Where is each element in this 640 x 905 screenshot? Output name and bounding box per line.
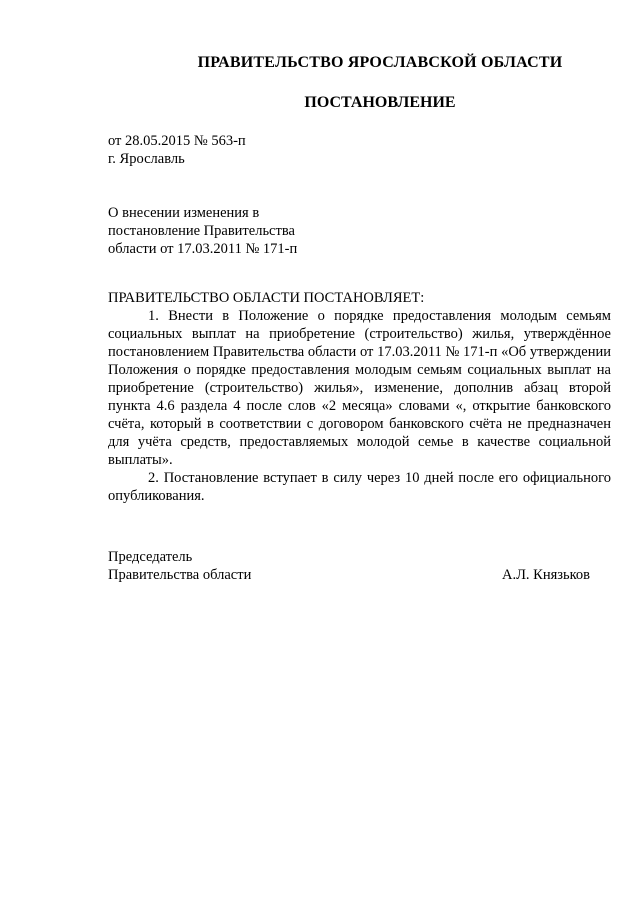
subject-line: области от 17.03.2011 № 171-п bbox=[108, 241, 298, 257]
subject-line: О внесении изменения в bbox=[108, 205, 260, 221]
signature-row bbox=[108, 566, 590, 584]
document-type-title: ПОСТАНОВЛЕНИЕ bbox=[304, 94, 456, 111]
signer-title-line1: Председатель bbox=[108, 549, 193, 565]
paragraph-item-1: 1. Внести в Положение о порядке предоставления молодым семьям социальных выплат на приобретение (строительство) жилья, утверждённое постановлением Правительства области от 17.03.2011 № 171-п «Об утверждении Положения о порядке предоставления молодым семьям социальных выплат на приобретение (строительство) жилья», изменение, дополнив абзац второй пункта 4.6 раздела 4 после слов «2 месяца» словами «, открытие банковского счёта, который в соответствии с договором банковского счёта не предназначен для учёта средств, предоставляемых молодой семье в качестве социальной выплаты». bbox=[108, 308, 611, 468]
subject-line: постановление Правительства bbox=[108, 223, 295, 239]
signer-title-line2: Правительства области bbox=[108, 567, 252, 583]
paragraph-item-2: 2. Постановление вступает в силу через 10 дней после его официального опубликования. bbox=[108, 470, 611, 504]
city: г. Ярославль bbox=[108, 151, 185, 167]
signer-name: А.Л. Князьков bbox=[501, 567, 590, 583]
preamble: ПРАВИТЕЛЬСТВО ОБЛАСТИ ПОСТАНОВЛЯЕТ: bbox=[108, 290, 425, 306]
document-meta bbox=[108, 132, 246, 168]
document-subject bbox=[108, 204, 297, 258]
organization-title: ПРАВИТЕЛЬСТВО ЯРОСЛАВСКОЙ ОБЛАСТИ bbox=[197, 54, 563, 71]
document-body bbox=[108, 289, 611, 505]
signature-block bbox=[108, 548, 590, 584]
date-number: от 28.05.2015 № 563-п bbox=[108, 133, 246, 149]
